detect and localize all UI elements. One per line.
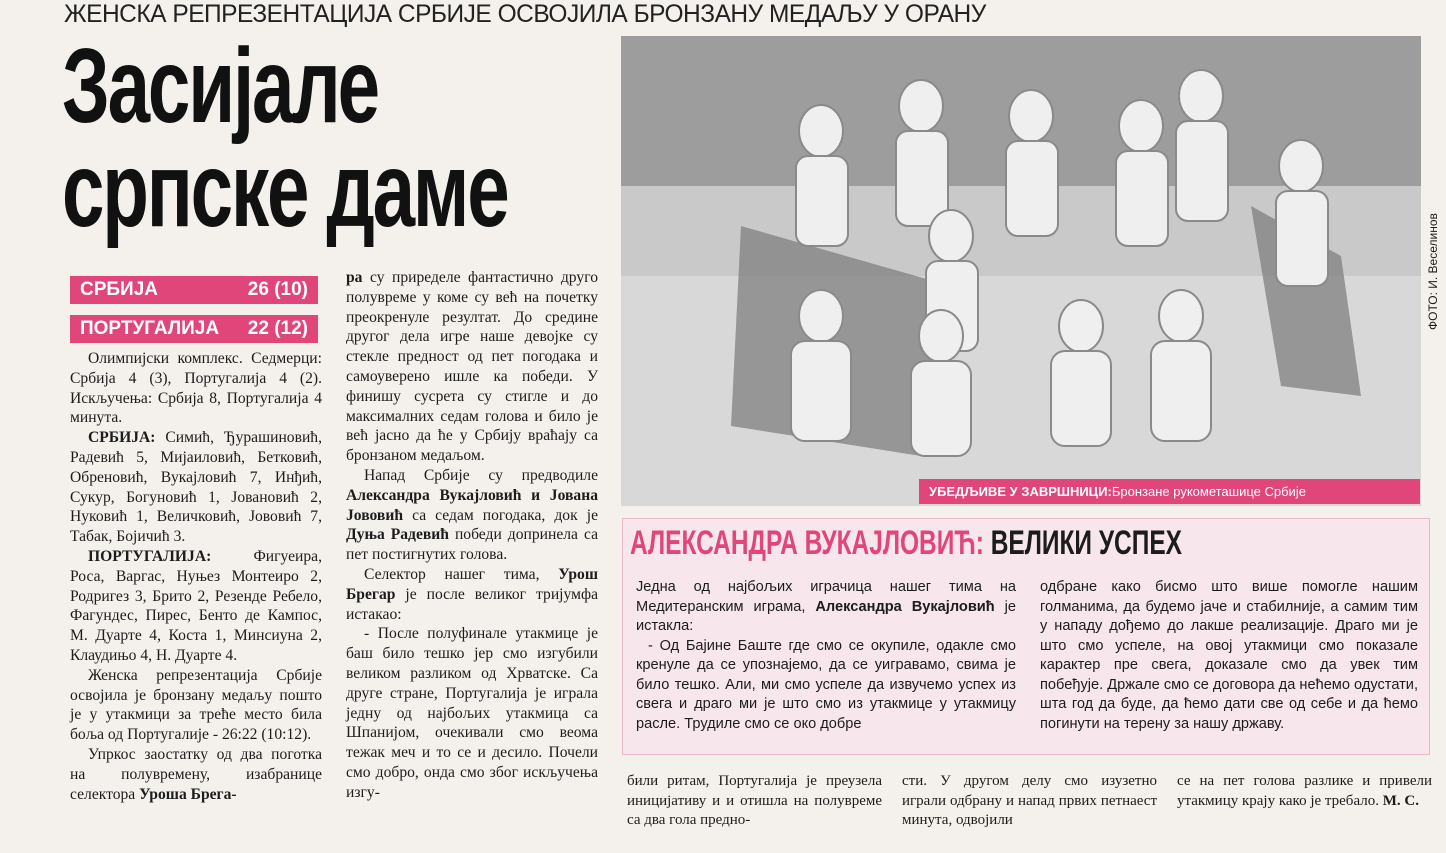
sidebar-paragraph: Једна од најбољих играчица нашег тима на Медитеранским играма, Александра Вукајловић је истакла:	[636, 579, 1016, 634]
team-photo	[621, 36, 1421, 506]
sidebar-column-right	[1040, 578, 1418, 734]
author-signature: М. С.	[1382, 792, 1419, 809]
article-paragraph: Селектор нашег тима, Урош Брегар је после великог тријумфа истакао:	[346, 565, 598, 623]
bottom-column-1: били ритам, Португалија је преузела иницијативу и и отишла на полувреме са два гола предно-	[627, 773, 882, 828]
article-column-1	[70, 349, 322, 804]
headline-line-2: српске даме	[62, 131, 508, 249]
sidebar-column-left	[636, 578, 1016, 734]
team-score: 22 (12)	[247, 318, 308, 339]
headline	[62, 27, 508, 249]
sidebar-quote: - Од Бајине Баште где смо се окупиле, одакле смо кренуле да се упознајемо, да се уигравамо, свима је било тешко. Али, ми смо успеле да извучемо успех из свега и драго ми је што смо из утакмице у утакмицу расле. Трудиле смо се око добре	[636, 637, 1016, 732]
article-paragraph: Женска репрезентација Србије освојила је бронзану медаљу пошто је у утакмици за треће место била боља од Португалије - 26:22 (10:12).	[70, 666, 322, 744]
quote-paragraph: - После полуфинале утакмице је баш било тешко јер смо изгубили великом разликом од Хрватске. Са друге стране, Португалија је играла једну од најбољих утакмица са Шпанијом, очекивали смо веома тежак меч и то се и десило. Почели смо добро, онда смо због искључења изгу-	[346, 625, 598, 801]
team-score: 26 (10)	[247, 279, 308, 300]
photo-caption: УБЕДЉИВЕ У ЗАВРШНИЦИ: Бронзане рукометашице Србије	[919, 479, 1420, 504]
team-name: СРБИЈА	[80, 279, 158, 300]
article-paragraph: Упркос заостатку од два поготка на полувремену, изабранице селектора Уроша Брега-	[70, 745, 322, 803]
article-column-2	[346, 268, 598, 803]
match-info: Олимпијски комплекс. Седмерци: Србија 4 (3), Португалија 4 (2). Искључења: Србија 8, Португалија 4 минута.	[70, 350, 322, 427]
bottom-column-2: сти. У другом делу смо изузетно играли одбрану и напад првих петнаест минута, одвојили	[902, 773, 1157, 828]
team-celebration-image	[621, 36, 1421, 506]
serbia-lineup: СРБИЈА: Симић, Ђурашиновић, Радевић 5, Мијаиловић, Бетковић, Обреновић, Вукајловић 7, Инђић, Сукур, Богуновић 1, Јовановић 2, Нуковић 1, Величковић, Јововић 7, Табак, Бојичић 3.	[70, 429, 322, 546]
bottom-column-3: се на пет голова разлике и привели утакмицу крају како је требало. М. С.	[1177, 773, 1432, 809]
score-bar-serbia	[70, 276, 318, 304]
kicker: ЖЕНСКА РЕПРЕЗЕНТАЦИЈА СРБИЈЕ ОСВОЈИЛА БРОНЗАНУ МЕДАЉУ У ОРАНУ	[64, 0, 986, 28]
portugal-lineup: ПОРТУГАЛИЈА: Фигуеира, Роса, Варгас, Нуњез Монтеиро 2, Родригез 3, Брито 2, Резенде Ребело, Фагундес, Пирес, Бенто де Кампос, М. Дуарте 4, Коста 1, Минсиуна 2, Клаудињо 4, Н. Дуарте 4.	[70, 547, 322, 664]
photo-credit: ФОТО: И. Веселинов	[1426, 213, 1440, 330]
article-paragraph: ра су приределе фантастично друго полувреме у коме су већ на почетку преокренуле резултат. До средине другог дела игре наше девојке су стекле предност од пет погодака и самоуверено ишле ка победи. У финишу сусрета су стигле и до максималних седам голова и било је већ јасно да ће у Србију враћају са бронзаном медаљом.	[346, 269, 598, 465]
sidebar-quote-continued: одбране како бисмо што више помогле нашим голманима, да будемо јаче и стабилније, а самим тим у нападу дођемо до лакше реализације. Драго ми је што смо успеле, на овој утакмици смо показале карактер пре свега, доказале смо да увек тим побеђује. Држале смо се договора да нећемо одустати, шта год да буде, да ћемо дати све од себе и да ћемо погинути на терену за нашу државу.	[1040, 579, 1418, 732]
article-paragraph: Напад Србије су предводиле Александра Вукајловић и Јована Јововић са седам погодака, док је Дуња Радевић победи допринела са пет постигнутих голова.	[346, 466, 599, 564]
headline-line-1: Засијале	[62, 27, 378, 145]
score-bar-portugal	[70, 315, 318, 343]
team-name: ПОРТУГАЛИЈА	[80, 318, 220, 339]
sidebar-title: АЛЕКСАНДРА ВУКАЈЛОВИЋ: ВЕЛИКИ УСПЕХ	[630, 524, 1182, 562]
